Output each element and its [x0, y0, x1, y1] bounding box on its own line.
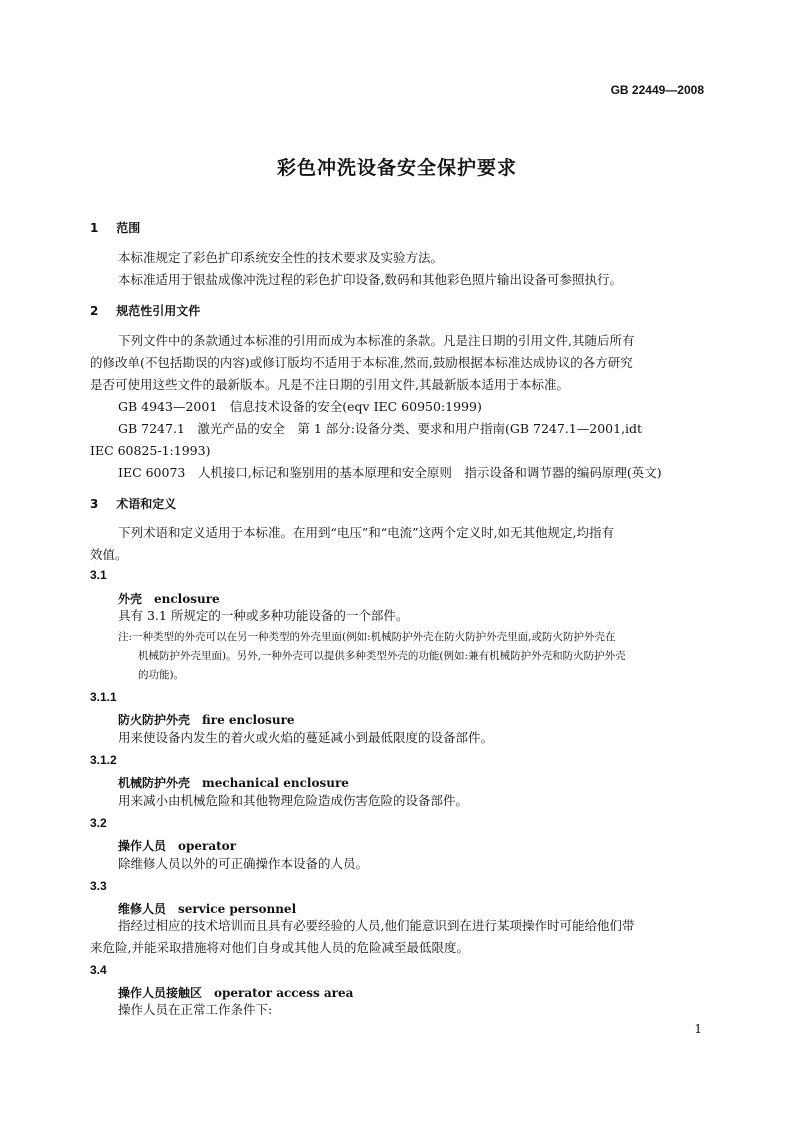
intro-line: 效值。 — [90, 547, 128, 562]
term-en: fire enclosure — [202, 713, 295, 727]
note-line: 注:一种类型的外壳可以在另一种类型的外壳里面(例如:机械防护外壳在防火防护外壳里面,或防火防护外壳在 — [118, 631, 616, 643]
term-definition: 用来使设备内发生的着火或火焰的蔓延减小到最低限度的设备部件。 — [118, 730, 494, 745]
section-2-heading — [90, 302, 200, 319]
note-line: 的功能)。 — [138, 669, 185, 681]
term-cn: 维修人员 — [118, 902, 167, 916]
term-definition: 用来减小由机械危险和其他物理危险造成伤害危险的设备部件。 — [118, 793, 469, 808]
document-title: 彩色冲洗设备安全保护要求 — [276, 157, 517, 179]
term-number: 3.3 — [90, 879, 107, 893]
term-en: operator — [178, 839, 237, 853]
term-number: 3.2 — [90, 816, 107, 830]
term-cn: 操作人员 — [118, 839, 167, 853]
definition-line: 来危险,并能采取措施将对他们自身或其他人员的危险减至最低限度。 — [90, 940, 469, 955]
definition-line: 指经过相应的技术培训而且具有必要经验的人员,他们能意识到在进行某项操作时可能给他们带 — [118, 918, 635, 933]
term-definition: 操作人员在正常工作条件下: — [118, 1002, 273, 1017]
term-cn: 防火防护外壳 — [118, 713, 191, 727]
term-en: service personnel — [178, 902, 297, 916]
section-title: 术语和定义 — [116, 497, 177, 511]
section-2-intro — [90, 330, 707, 396]
section-3-intro — [90, 522, 707, 566]
term-number: 3.1.1 — [90, 690, 117, 704]
reference-line: GB 7247.1 激光产品的安全 第 1 部分:设备分类、要求和用户指南(GB 7247.1—2001,idt — [118, 421, 643, 436]
section-title: 规范性引用文件 — [116, 304, 201, 318]
term-en: operator access area — [214, 986, 354, 1000]
reference-iec60073: IEC 60073 人机接口,标记和鉴别用的基本原理和安全原则 指示设备和调节器的编码原理(英文) — [118, 465, 662, 480]
term-cn: 机械防护外壳 — [118, 776, 191, 790]
note-line: 机械防护外壳里面)。另外,一种外壳可以提供多种类型外壳的功能(例如:兼有机械防护外壳和防火防护外壳 — [138, 650, 626, 662]
section-3-heading — [90, 495, 176, 512]
term-number: 3.1 — [90, 568, 107, 582]
reference-gb4943: GB 4943—2001 信息技术设备的安全(eqv IEC 60950:1999) — [118, 399, 482, 414]
term-definition — [90, 915, 707, 959]
section-title: 范围 — [116, 221, 141, 235]
section-1-paragraph-1: 本标准规定了彩色扩印系统安全性的技术要求及实验方法。 — [118, 250, 444, 265]
term-cn: 外壳 — [118, 592, 143, 606]
term-number: 3.1.2 — [90, 753, 117, 767]
term-en: enclosure — [154, 592, 220, 606]
reference-gb7247 — [90, 418, 707, 462]
term-heading — [118, 774, 349, 791]
section-number: 1 — [90, 221, 99, 235]
term-cn: 操作人员接触区 — [118, 986, 203, 1000]
page-number: 1 — [694, 1022, 702, 1036]
reference-line: IEC 60825-1:1993) — [90, 443, 211, 458]
intro-line: 是否可使用这些文件的最新版本。凡是不注日期的引用文件,其最新版本适用于本标准。 — [90, 377, 569, 392]
intro-line: 下列文件中的条款通过本标准的引用而成为本标准的条款。凡是注日期的引用文件,其随后所有 — [118, 333, 635, 348]
term-heading — [118, 837, 236, 854]
section-number: 3 — [90, 497, 99, 511]
term-definition: 除维修人员以外的可正确操作本设备的人员。 — [118, 856, 369, 871]
section-number: 2 — [90, 304, 99, 318]
intro-line: 下列术语和定义适用于本标准。在用到“电压”和“电流”这两个定义时,如无其他规定,均指有 — [118, 525, 615, 540]
term-definition: 具有 3.1 所规定的一种或多种功能设备的一个部件。 — [118, 608, 409, 623]
term-note — [118, 628, 707, 685]
term-en: mechanical enclosure — [202, 776, 349, 790]
intro-line: 的修改单(不包括勘误的内容)或修订版均不适用于本标准,然而,鼓励根据本标准达成协议的各方研究 — [90, 355, 633, 370]
term-heading — [118, 711, 295, 728]
term-number: 3.4 — [90, 963, 107, 977]
standard-code: GB 22449—2008 — [610, 83, 704, 97]
section-1-paragraph-2: 本标准适用于银盐成像冲洗过程的彩色扩印设备,数码和其他彩色照片输出设备可参照执行。 — [118, 272, 622, 287]
section-1-heading — [90, 219, 140, 236]
